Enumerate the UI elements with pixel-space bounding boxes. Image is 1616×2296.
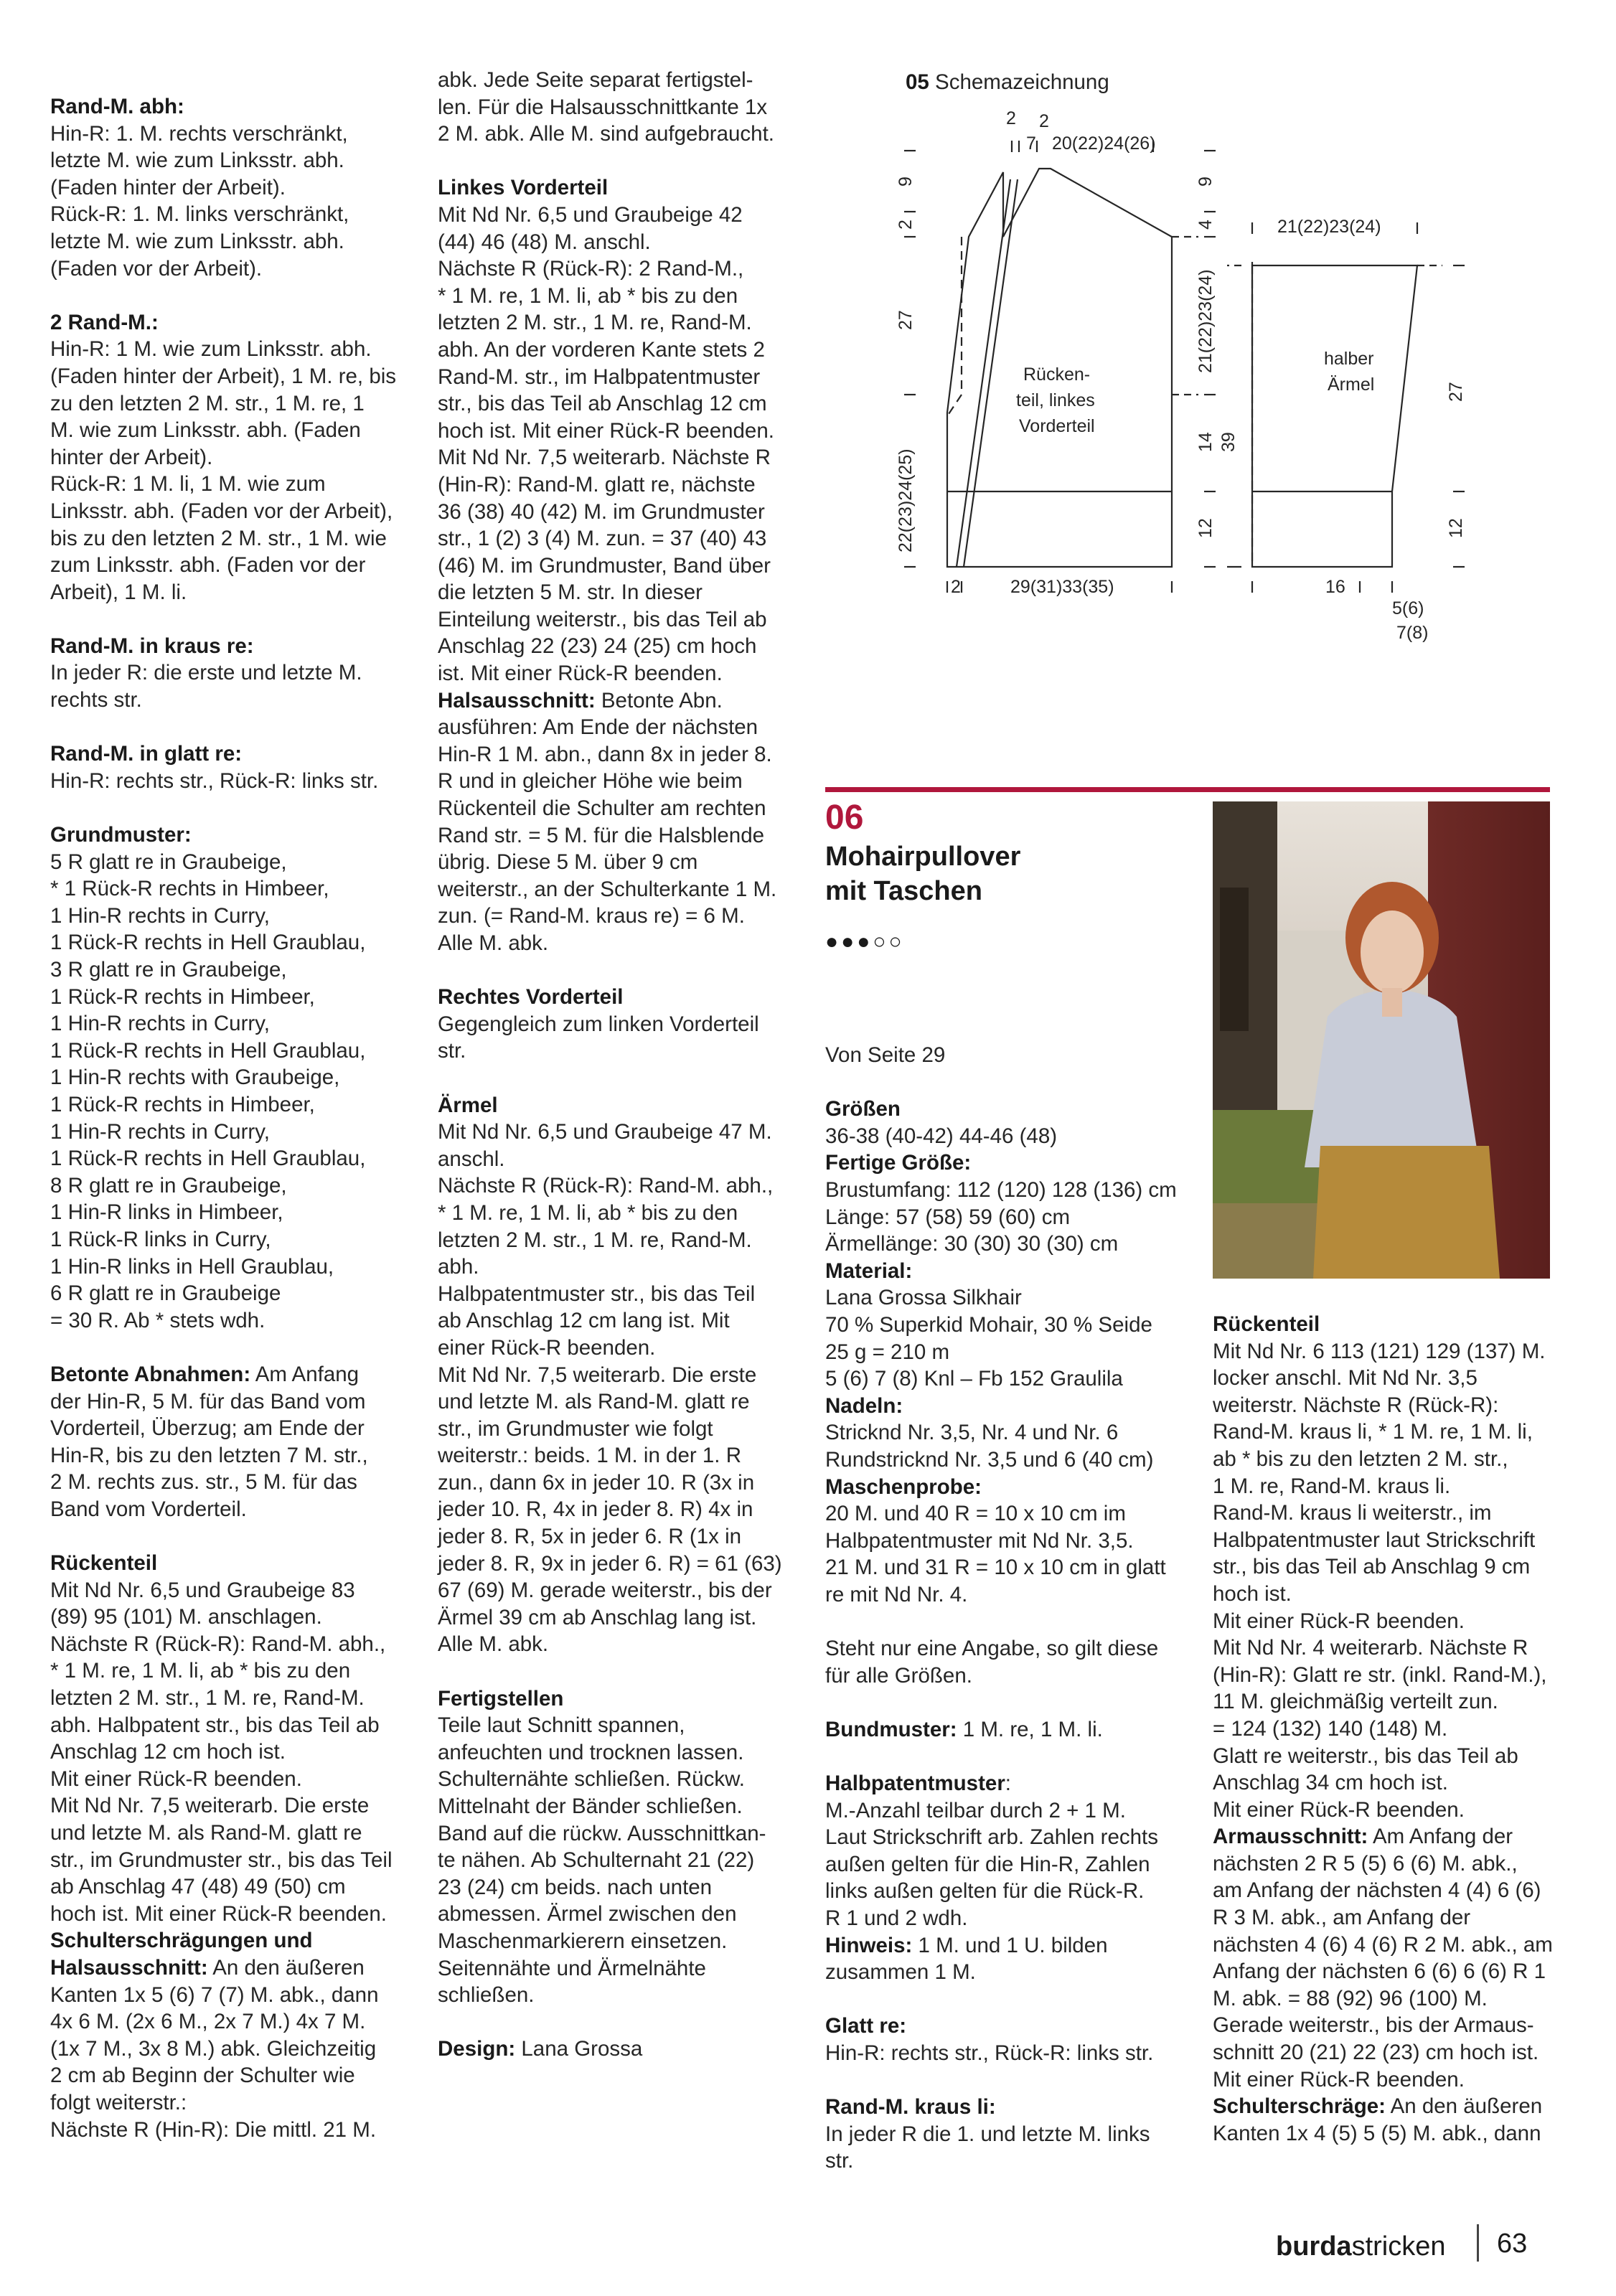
- text-line: str., 1 (2) 3 (4) M. zun. = 37 (40) 43: [438, 527, 767, 551]
- front-band-line: [957, 179, 1010, 567]
- text-line: Anschlag 12 cm hoch ist.: [50, 1740, 286, 1764]
- column-1: [50, 93, 409, 2143]
- text-line: (1x 7 M., 3x 8 M.) abk. Gleichzeitig: [50, 2036, 377, 2061]
- text-line: hoch ist. Mit einer Rück-R beenden.: [438, 418, 774, 443]
- section-design: [438, 2036, 797, 2063]
- section-rand-m-kraus-li: [825, 2094, 1191, 2175]
- text-line: zu den letzten 2 M. str., 1 M. re, 1: [50, 391, 365, 415]
- section-heading: Rand-M. in kraus re:: [50, 634, 254, 658]
- inline-heading: Halsausschnitt:: [50, 1955, 208, 1980]
- text-line: str., im Grundmuster wie folgt: [438, 1416, 713, 1441]
- dim-right-14: 14: [1195, 432, 1216, 452]
- text-line: 1 Hin-R rechts with Graubeige,: [50, 1065, 340, 1090]
- text-line: hinter der Arbeit).: [50, 445, 213, 469]
- text-line: len. Für die Halsausschnittkante 1x: [438, 95, 768, 119]
- text-line: übrig. Diese 5 M. über 9 cm: [438, 850, 698, 875]
- text-line: Mit Nd Nr. 6,5 und Graubeige 47 M.: [438, 1120, 772, 1144]
- dim-top-2b: 2: [1039, 111, 1049, 131]
- text-line: = 124 (132) 140 (148) M.: [1213, 1716, 1448, 1741]
- inline-text: Am Anfang der: [1368, 1825, 1513, 1849]
- text-line: Nächste R (Rück-R): 2 Rand-M.,: [438, 257, 744, 281]
- text-line: M. abk. = 88 (92) 96 (100) M.: [1213, 1986, 1488, 2010]
- text-line: str., bis das Teil ab Anschlag 9 cm: [1213, 1555, 1531, 1579]
- text-line: 5 (6) 7 (8) Knl – Fb 152 Graulila: [825, 1367, 1123, 1391]
- text-line: Mit Nd Nr. 6,5 und Graubeige 42: [438, 202, 743, 227]
- text-line: (Faden hinter der Arbeit).: [50, 175, 286, 199]
- dim-right-4: 4: [1195, 220, 1216, 230]
- text-line: Hin-R: rechts str., Rück-R: links str.: [50, 768, 379, 793]
- text-line: Hin-R: 1. M. rechts verschränkt,: [50, 121, 348, 146]
- paragraph-first-line: [50, 1954, 409, 1982]
- text-line: 8 R glatt re in Graubeige,: [50, 1173, 287, 1198]
- text-line: (46) M. im Grundmuster, Band über: [438, 553, 771, 578]
- sub-heading: Schulterschrägungen und: [50, 1929, 313, 1953]
- section-heading: Linkes Vorderteil: [438, 176, 609, 200]
- text-line: 4x 6 M. (2x 6 M., 2x 7 M.) 4x 7 M.: [50, 2010, 366, 2034]
- pattern-title: [825, 839, 1020, 908]
- text-line: Rand-M. kraus li weiterstr., im: [1213, 1501, 1492, 1525]
- section-heading-line: [825, 1770, 1191, 1797]
- text-line: Hin-R, bis zu den letzten 7 M. str.,: [50, 1443, 368, 1467]
- text-line: anschl.: [438, 1147, 505, 1171]
- text-line: str., im Grundmuster str., bis das Teil: [50, 1848, 393, 1872]
- text-line: Hin-R: 1 M. wie zum Linksstr. abh.: [50, 337, 372, 362]
- text-line: 23 (24) cm beids. nach unten: [438, 1875, 713, 1899]
- text-line: letzten 2 M. str., 1 M. re, Rand-M.: [50, 1686, 365, 1711]
- paragraph-first-line: [50, 1361, 409, 1388]
- section-heading: Fertigstellen: [438, 1686, 564, 1711]
- model-photo: [1213, 801, 1550, 1279]
- text-line: In jeder R: die erste und letzte M.: [50, 661, 362, 685]
- section-reference: [825, 1042, 1191, 1069]
- sleeve-dim-27: 27: [1446, 382, 1466, 402]
- text-line: nächsten 4 (6) 4 (6) R 2 M. abk., am: [1213, 1932, 1553, 1957]
- text-line: Laut Strickschrift arb. Zahlen rechts: [825, 1825, 1158, 1850]
- section-divider: [825, 787, 1550, 792]
- section-heading: Rechtes Vorderteil: [438, 985, 624, 1010]
- dim-left-27: 27: [896, 310, 916, 330]
- inline-heading: Halbpatentmuster: [825, 1772, 1005, 1796]
- text-line: bis zu den letzten 2 M. str., 1 M. wie: [50, 526, 387, 550]
- text-line: abh.: [438, 1255, 479, 1279]
- text-line: zun., dann 6x in jeder 10. R (3x in: [438, 1470, 755, 1495]
- text-line: Ärmellänge: 30 (30) 30 (30) cm: [825, 1232, 1119, 1256]
- text-line: nächsten 2 R 5 (5) 6 (6) M. abk.,: [1213, 1851, 1518, 1876]
- section-rand-m-abh: [50, 93, 409, 282]
- text-line: jeder 8. R, 9x in jeder 6. R) = 61 (63): [438, 1551, 782, 1576]
- brand-bold: burda: [1276, 2231, 1352, 2262]
- paragraph-first-line: [1213, 2093, 1572, 2120]
- section-glatt-re: [825, 2013, 1191, 2066]
- section-2-rand-m: [50, 309, 409, 606]
- text-line: * 1 M. re, 1 M. li, ab * bis zu den: [438, 1200, 738, 1225]
- sleeve-label-2: Ärmel: [1328, 375, 1375, 395]
- paragraph-first-line: [825, 1932, 1191, 1959]
- text-line: letzte M. wie zum Linksstr. abh.: [50, 149, 344, 173]
- paragraph-first-line: [1213, 1823, 1572, 1850]
- spec-heading: Größen: [825, 1097, 901, 1121]
- section-aermel: [438, 1092, 797, 1658]
- spec-heading: Nadeln:: [825, 1393, 903, 1418]
- text-line: Anschlag 34 cm hoch ist.: [1213, 1771, 1448, 1795]
- text-line: 2 M. rechts zus. str., 5 M. für das: [50, 1470, 357, 1495]
- spec-heading: Maschenprobe:: [825, 1474, 982, 1499]
- text-line: str., bis das Teil ab Anschlag 12 cm: [438, 392, 767, 416]
- text-line: Mit einer Rück-R beenden.: [1213, 2067, 1465, 2092]
- text-line: Mit einer Rück-R beenden.: [1213, 1609, 1465, 1633]
- model-photo-image: [1213, 801, 1550, 1279]
- inline-heading: Design:: [438, 2037, 516, 2061]
- text-line: für alle Größen.: [825, 1663, 972, 1688]
- sleeve-dim-12: 12: [1446, 518, 1466, 538]
- text-line: einer Rück-R beenden.: [438, 1335, 656, 1360]
- text-line: Seitennähte und Ärmelnähte: [438, 1956, 706, 1980]
- text-line: Mit Nd Nr. 7,5 weiterarb. Nächste R: [438, 446, 771, 470]
- inline-heading: Betonte Abnahmen:: [50, 1362, 251, 1386]
- text-line: 1 Hin-R rechts in Curry,: [50, 1119, 270, 1144]
- footer-separator: [1477, 2224, 1479, 2262]
- text-line: (Faden vor der Arbeit).: [50, 256, 263, 281]
- inline-text: Lana Grossa: [515, 2037, 643, 2061]
- text-line: (Hin-R): Glatt re str. (inkl. Rand-M.),: [1213, 1662, 1547, 1687]
- dim-right-21: 21(22)23(24): [1195, 269, 1216, 373]
- text-line: Band vom Vorderteil.: [50, 1497, 247, 1521]
- section-halbpatentmuster: [825, 1770, 1191, 1986]
- section-heading: 2 Rand-M.:: [50, 310, 159, 334]
- section-bundmuster: [825, 1716, 1191, 1744]
- dim-bottom-29: 29(31)33(35): [1010, 577, 1114, 597]
- text-line: Rück-R: 1 M. li, 1 M. wie zum: [50, 472, 326, 497]
- inline-heading: Schulterschräge:: [1213, 2094, 1386, 2119]
- text-line: Gegengleich zum linken Vorderteil: [438, 1012, 759, 1036]
- text-line: Mittelnaht der Bänder schließen.: [438, 1794, 743, 1818]
- section-heading: Glatt re:: [825, 2014, 907, 2038]
- design-credit: [438, 2036, 797, 2063]
- text-line: weiterstr.: beids. 1 M. in der 1. R: [438, 1444, 741, 1468]
- inline-text: :: [1005, 1772, 1011, 1796]
- dim-right-9: 9: [1195, 177, 1216, 187]
- dim-top-2a: 2: [1006, 108, 1016, 128]
- inline-text: An den äußeren: [207, 1955, 365, 1980]
- text-line: (Hin-R): Rand-M. glatt re, nächste: [438, 472, 756, 497]
- text-line: 1 Hin-R links in Hell Graublau,: [50, 1254, 334, 1279]
- inline-text: Betonte Abn.: [595, 688, 723, 712]
- sleeve-dim-7: 7(8): [1396, 623, 1429, 643]
- text-line: abh. Halbpatent str., bis das Teil ab: [50, 1713, 380, 1737]
- text-line: Vorderteil, Überzug; am Ende der: [50, 1416, 365, 1441]
- text-line: Arbeit), 1 M. li.: [50, 580, 187, 604]
- text-line: zun. (= Rand-M. kraus re) = 6 M.: [438, 904, 745, 928]
- text-line: 1 Rück-R rechts in Hell Graublau,: [50, 1038, 366, 1063]
- text-line: te nähen. Ab Schulternaht 21 (22): [438, 1848, 755, 1873]
- dim-bottom-2: 2: [951, 577, 961, 597]
- text-line: 36 (38) 40 (42) M. im Grundmuster: [438, 499, 765, 524]
- section-heading: Rand-M. abh:: [50, 95, 184, 118]
- text-line: Kanten 1x 4 (5) 5 (5) M. abk., dann: [1213, 2121, 1541, 2145]
- text-line: Rundstricknd Nr. 3,5 und 6 (40 cm): [825, 1447, 1154, 1472]
- text-line: letzten 2 M. str., 1 M. re, Rand-M.: [438, 1228, 752, 1252]
- text-line: locker anschl. Mit Nd Nr. 3,5: [1213, 1366, 1478, 1391]
- pattern-title-line-2: mit Taschen: [825, 876, 982, 906]
- sleeve-dim-16: 16: [1325, 577, 1345, 597]
- text-line: anfeuchten und trocknen lassen.: [438, 1740, 744, 1764]
- text-line: 2 M. abk. Alle M. sind aufgebraucht.: [438, 122, 774, 146]
- text-line: abk. Jede Seite separat fertigstel-: [438, 68, 753, 92]
- text-line: 1 Rück-R rechts in Himbeer,: [50, 1092, 315, 1116]
- text-line: außen gelten für die Hin-R, Zahlen: [825, 1852, 1150, 1876]
- section-linkes-vorderteil: [438, 174, 797, 956]
- section-specs: [825, 1096, 1191, 1608]
- front-band-line-2: [964, 179, 1018, 567]
- text-line: Steht nur eine Angabe, so gilt diese: [825, 1637, 1159, 1661]
- text-line: letzten 2 M. str., 1 M. re, Rand-M.: [438, 311, 752, 335]
- text-line: rechts str.: [50, 688, 142, 712]
- text-line: letzte M. wie zum Linksstr. abh.: [50, 229, 344, 253]
- paragraph-first-line: [825, 1716, 1191, 1744]
- text-line: Halbpatentmuster str., bis das Teil: [438, 1281, 756, 1306]
- dim-left-22: 22(23)24(25): [896, 448, 916, 552]
- inline-text: Am Anfang: [250, 1362, 360, 1386]
- text-line: ist. Mit einer Rück-R beenden.: [438, 662, 723, 686]
- text-line: M.-Anzahl teilbar durch 2 + 1 M.: [825, 1798, 1126, 1822]
- text-line: 20 M. und 40 R = 10 x 10 cm im: [825, 1502, 1126, 1526]
- text-line: links außen gelten für die Rück-R.: [825, 1879, 1145, 1904]
- text-line: Mit Nd Nr. 6 113 (121) 129 (137) M.: [1213, 1339, 1546, 1363]
- section-rand-m-glatt-re: [50, 740, 409, 794]
- text-line: Mit Nd Nr. 4 weiterarb. Nächste R: [1213, 1636, 1528, 1660]
- text-line: abh. An der vorderen Kante stets 2: [438, 337, 765, 362]
- section-betonte-abnahmen: [50, 1361, 409, 1523]
- text-line: Nächste R (Hin-R): Die mittl. 21 M.: [50, 2117, 377, 2142]
- text-line: 25 g = 210 m: [825, 1340, 950, 1364]
- section-fertigstellen: [438, 1685, 797, 2009]
- text-line: (89) 95 (101) M. anschlagen.: [50, 1605, 322, 1629]
- column-3: [825, 1042, 1191, 2175]
- brand-rest: stricken: [1351, 2231, 1446, 2262]
- text-line: R 3 M. abk., am Anfang der: [1213, 1906, 1471, 1930]
- text-line: 21 M. und 31 R = 10 x 10 cm in glatt: [825, 1556, 1166, 1580]
- section-heading: Ärmel: [438, 1093, 498, 1117]
- piece-label-1: Rücken-: [1023, 364, 1091, 385]
- text-line: und letzte M. als Rand-M. glatt re: [438, 1390, 750, 1414]
- text-line: die letzten 5 M. str. In dieser: [438, 580, 703, 605]
- text-line: Halbpatentmuster mit Nd Nr. 3,5.: [825, 1528, 1134, 1553]
- paragraph-first-line: [438, 687, 797, 715]
- section-rechtes-vorderteil: [438, 984, 797, 1065]
- text-line: weiterstr. Nächste R (Rück-R):: [1213, 1393, 1499, 1417]
- text-line: 3 R glatt re in Graubeige,: [50, 958, 287, 982]
- text-line: Hin-R 1 M. abn., dann 8x in jeder 8.: [438, 742, 772, 766]
- text-line: ab Anschlag 12 cm lang ist. Mit: [438, 1309, 730, 1333]
- text-line: jeder 10. R, 4x in jeder 8. R) 4x in: [438, 1497, 753, 1522]
- text-line: und letzte M. als Rand-M. glatt re: [50, 1821, 362, 1845]
- sleeve-outline: [1252, 265, 1417, 567]
- pattern-title-line-1: Mohairpullover: [825, 842, 1021, 872]
- section-heading: Grundmuster:: [50, 823, 192, 847]
- section-rand-m-kraus-re: [50, 633, 409, 714]
- text-line: 2 cm ab Beginn der Schulter wie: [50, 2064, 355, 2088]
- column-2: [438, 67, 797, 2063]
- dim-right-12: 12: [1195, 518, 1216, 538]
- sleeve-dim-21: 21(22)23(24): [1277, 217, 1381, 237]
- text-line: In jeder R die 1. und letzte M. links: [825, 2122, 1150, 2146]
- page-number: 63: [1497, 2229, 1528, 2259]
- text-line: R und in gleicher Höhe wie beim: [438, 769, 743, 794]
- inline-heading: Armausschnitt:: [1213, 1825, 1368, 1849]
- text-line: folgt weiterstr.:: [50, 2090, 187, 2114]
- column-4: [1213, 1311, 1572, 2147]
- section-heading: Rand-M. in glatt re:: [50, 742, 243, 766]
- text-line: Rück-R: 1. M. links verschränkt,: [50, 202, 349, 227]
- inline-text: 1 M. und 1 U. bilden: [912, 1933, 1108, 1957]
- piece-label-2: teil, linkes: [1016, 390, 1095, 410]
- text-line: Rand-M. str., im Halbpatentmuster: [438, 364, 761, 389]
- text-line: Glatt re weiterstr., bis das Teil ab: [1213, 1744, 1518, 1768]
- text-line: Hin-R: rechts str., Rück-R: links str.: [825, 2041, 1154, 2065]
- magazine-brand: [1276, 2231, 1445, 2262]
- schema-number: 05: [906, 70, 929, 94]
- text-line: 1 Rück-R links in Curry,: [50, 1227, 271, 1251]
- inline-text: 1 M. re, 1 M. li.: [957, 1717, 1103, 1741]
- text-line: 11 M. gleichmäßig verteilt zun.: [1213, 1690, 1498, 1714]
- text-line: Teile laut Schnitt spannen,: [438, 1713, 685, 1738]
- schema-title: [906, 70, 1109, 95]
- text-line: 6 R glatt re in Graubeige: [50, 1281, 281, 1306]
- section-rueckenteil: [50, 1550, 409, 2143]
- text-line: 1 Hin-R rechts in Curry,: [50, 1012, 270, 1036]
- text-line: Schulternähte schließen. Rückw.: [438, 1767, 745, 1792]
- spec-heading: Material:: [825, 1258, 913, 1283]
- piece-label-3: Vorderteil: [1019, 416, 1095, 436]
- text-line: Länge: 57 (58) 59 (60) cm: [825, 1205, 1071, 1229]
- section-heading: Rand-M. kraus li:: [825, 2095, 996, 2119]
- text-line: Rand-M. kraus li, * 1 M. re, 1 M. li,: [1213, 1420, 1533, 1444]
- text-line: schließen.: [438, 1983, 535, 2008]
- text-line: str.: [438, 1039, 466, 1063]
- text-line: * 1 Rück-R rechts in Himbeer,: [50, 877, 329, 901]
- text-line: Anschlag 22 (23) 24 (25) cm hoch: [438, 634, 757, 659]
- section-heading: Rückenteil: [1213, 1312, 1320, 1336]
- text-line: str.: [825, 2149, 854, 2173]
- text-line: zum Linksstr. abh. (Faden vor der: [50, 553, 366, 578]
- text-line: hoch ist. Mit einer Rück-R beenden.: [50, 1901, 387, 1926]
- text-line: zusammen 1 M.: [825, 1960, 976, 1985]
- text-line: Rückenteil die Schulter am rechten: [438, 796, 766, 821]
- text-line: Stricknd Nr. 3,5, Nr. 4 und Nr. 6: [825, 1421, 1119, 1445]
- section-note: [825, 1635, 1191, 1689]
- dim-top-20: 20(22)24(26): [1052, 133, 1156, 154]
- text-line: Mit Nd Nr. 6,5 und Graubeige 83: [50, 1578, 355, 1602]
- text-line: am Anfang der nächsten 4 (4) 6 (6): [1213, 1878, 1541, 1903]
- text-line: Gerade weiterstr., bis der Armaus-: [1213, 2013, 1534, 2038]
- text-line: Mit Nd Nr. 7,5 weiterarb. Die erste: [438, 1363, 757, 1387]
- text-line: 1 Hin-R links in Himbeer,: [50, 1200, 283, 1225]
- inline-text: An den äußeren: [1386, 2094, 1543, 2119]
- inline-heading: Bundmuster:: [825, 1717, 957, 1741]
- inline-heading: Halsausschnitt:: [438, 688, 596, 712]
- text-line: (44) 46 (48) M. anschl.: [438, 230, 651, 254]
- text-line: Maschenmarkierern einsetzen.: [438, 1929, 728, 1953]
- spec-heading: Fertige Größe:: [825, 1151, 972, 1175]
- text-line: ab Anschlag 47 (48) 49 (50) cm: [50, 1875, 346, 1899]
- sleeve-label-1: halber: [1324, 349, 1374, 369]
- section-grundmuster: [50, 822, 409, 1334]
- text-line: jeder 8. R, 5x in jeder 6. R (1x in: [438, 1525, 742, 1549]
- text-line: Nächste R (Rück-R): Rand-M. abh.,: [438, 1174, 774, 1198]
- sleeve-dim-5: 5(6): [1392, 598, 1424, 618]
- section-heading: Rückenteil: [50, 1551, 158, 1576]
- text-line: 36-38 (40-42) 44-46 (48): [825, 1124, 1058, 1148]
- text-line: Alle M. abk.: [438, 1632, 549, 1657]
- text-line: = 30 R. Ab * stets wdh.: [50, 1308, 266, 1332]
- text-line: 1 M. re, Rand-M. kraus li.: [1213, 1474, 1451, 1498]
- text-line: * 1 M. re, 1 M. li, ab * bis zu den: [50, 1659, 351, 1683]
- text-line: Mit einer Rück-R beenden.: [50, 1766, 302, 1791]
- text-line: Kanten 1x 5 (6) 7 (7) M. abk., dann: [50, 1982, 379, 2007]
- text-line: Einteilung weiterstr., bis das Teil ab: [438, 607, 767, 631]
- dim-left-9: 9: [896, 177, 916, 187]
- text-line: 1 Hin-R rechts in Curry,: [50, 903, 270, 928]
- text-line: Ärmel 39 cm ab Anschlag lang ist.: [438, 1605, 757, 1629]
- text-line: Halbpatentmuster laut Strickschrift: [1213, 1528, 1536, 1552]
- text-line: Lana Grossa Silkhair: [825, 1286, 1022, 1310]
- text-line: Rand str. = 5 M. für die Halsblende: [438, 823, 765, 847]
- text-line: * 1 M. re, 1 M. li, ab * bis zu den: [438, 283, 738, 308]
- pattern-number: 06: [825, 799, 864, 837]
- schema-title-text: Schemazeichnung: [929, 70, 1109, 94]
- text-line: 1 Rück-R rechts in Hell Graublau,: [50, 931, 366, 955]
- sleeve-dim-39: 39: [1218, 432, 1239, 452]
- text-line: 5 R glatt re in Graubeige,: [50, 850, 287, 874]
- text-line: Von Seite 29: [825, 1043, 946, 1067]
- text-line: schnitt 20 (21) 22 (23) cm hoch ist.: [1213, 2041, 1539, 2065]
- text-line: Mit einer Rück-R beenden.: [1213, 1797, 1465, 1822]
- text-line: Brustumfang: 112 (120) 128 (136) cm: [825, 1177, 1177, 1202]
- text-line: hoch ist.: [1213, 1581, 1292, 1606]
- text-line: Anfang der nächsten 6 (6) 6 (6) R 1: [1213, 1959, 1546, 1984]
- text-line: Linksstr. abh. (Faden vor der Arbeit),: [50, 499, 393, 523]
- section-continued: [438, 67, 797, 148]
- difficulty-rating: ●●●○○: [825, 930, 905, 954]
- text-line: ab * bis zu den letzten 2 M. str.,: [1213, 1446, 1508, 1471]
- text-line: (Faden hinter der Arbeit), 1 M. re, bis: [50, 364, 397, 388]
- text-line: 1 Rück-R rechts in Himbeer,: [50, 984, 315, 1009]
- text-line: Alle M. abk.: [438, 931, 549, 955]
- dim-top-7: 7: [1026, 133, 1036, 154]
- text-line: 1 Rück-R rechts in Hell Graublau,: [50, 1147, 366, 1171]
- text-line: M. wie zum Linksstr. abh. (Faden: [50, 418, 361, 443]
- text-line: weiterstr., an der Schulterkante 1 M.: [438, 877, 777, 901]
- text-line: Band auf die rückw. Ausschnittkan-: [438, 1821, 766, 1845]
- text-line: Mit Nd Nr. 7,5 weiterarb. Die erste: [50, 1794, 370, 1818]
- text-line: ausführen: Am Ende der nächsten: [438, 715, 758, 740]
- text-line: 67 (69) M. gerade weiterstr., bis der: [438, 1578, 772, 1603]
- text-line: R 1 und 2 wdh.: [825, 1906, 968, 1930]
- text-line: abmessen. Ärmel zwischen den: [438, 1902, 737, 1926]
- text-line: der Hin-R, 5 M. für das Band vom: [50, 1389, 366, 1413]
- text-line: re mit Nd Nr. 4.: [825, 1582, 968, 1606]
- dim-left-2: 2: [896, 220, 916, 230]
- inline-heading: Hinweis:: [825, 1933, 913, 1957]
- text-line: Nächste R (Rück-R): Rand-M. abh.,: [50, 1632, 386, 1656]
- text-line: 70 % Superkid Mohair, 30 % Seide: [825, 1312, 1152, 1337]
- schema-drawing: [890, 100, 1507, 660]
